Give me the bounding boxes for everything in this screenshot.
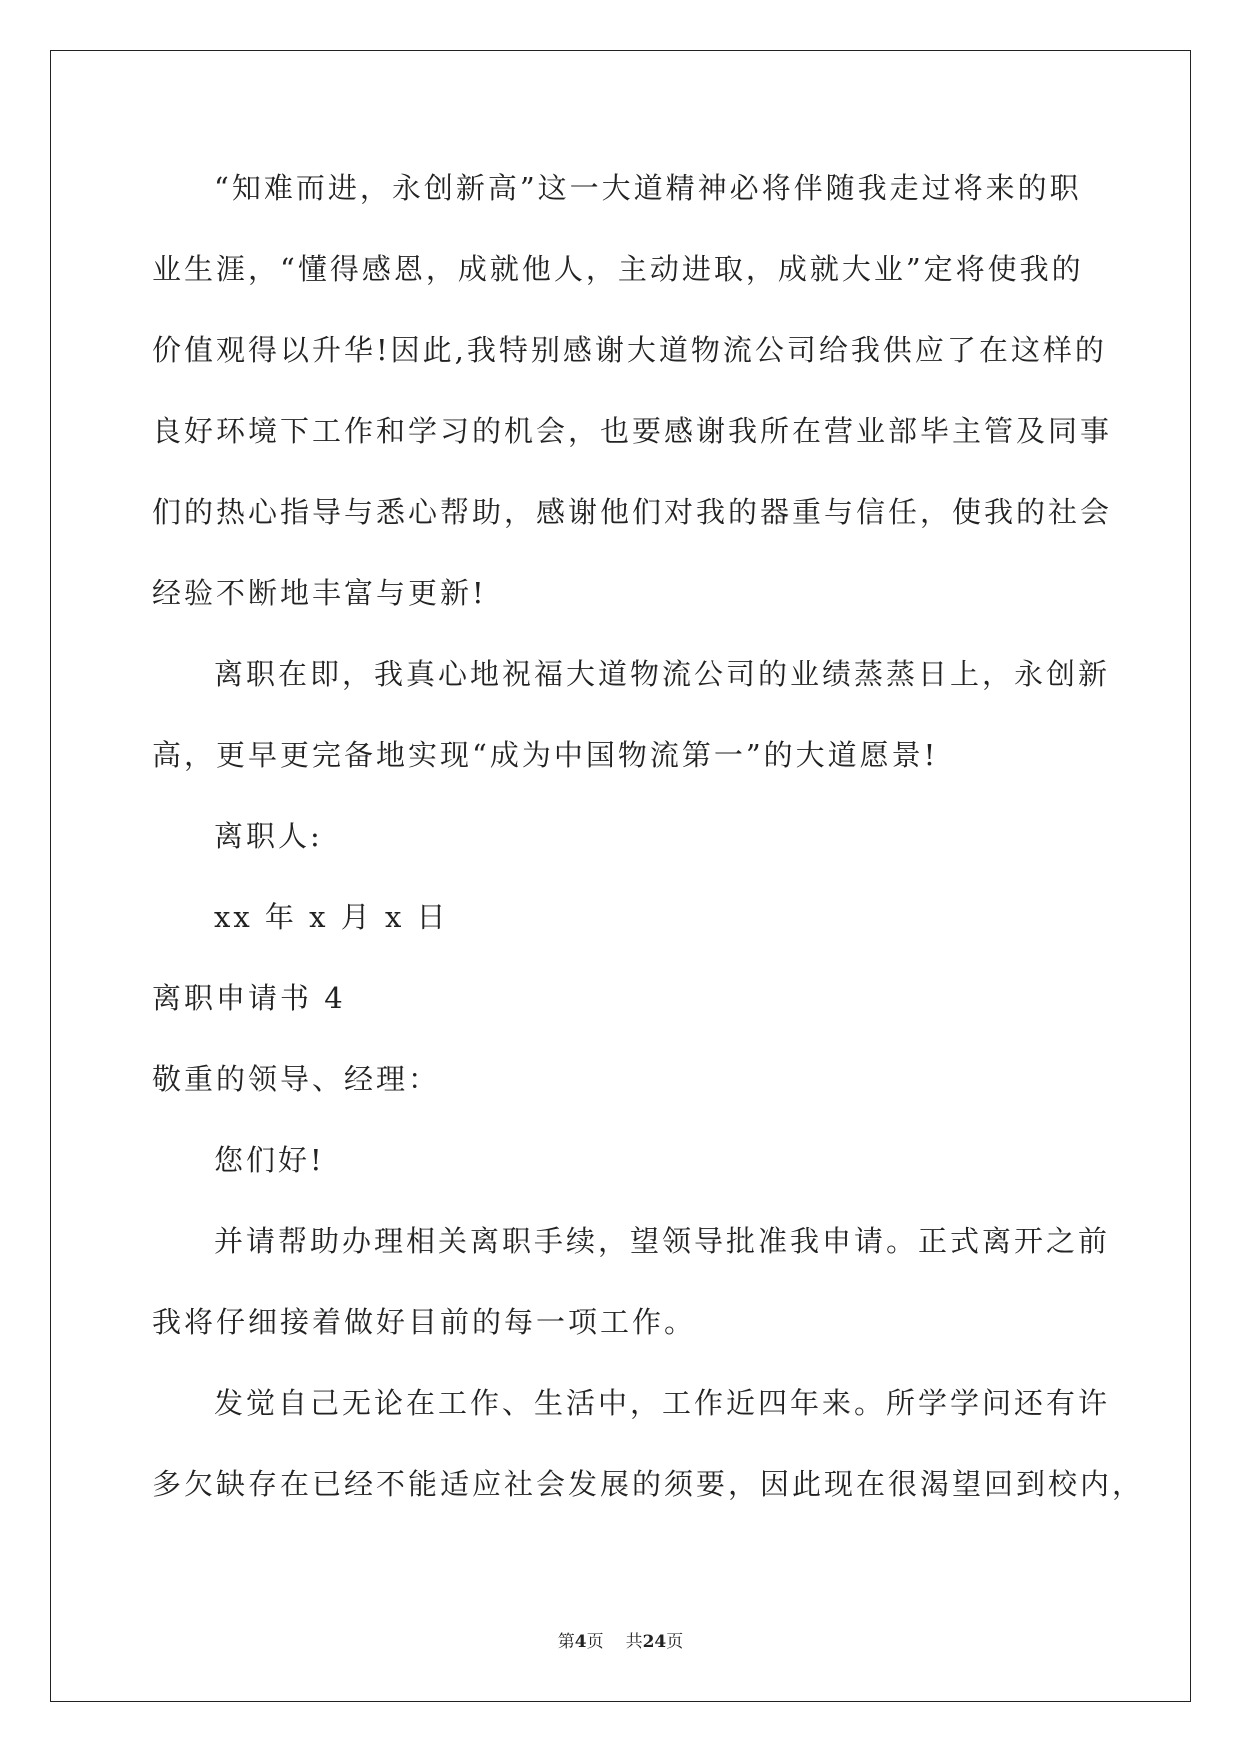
paragraph-line: 发觉自己无论在工作、生活中，工作近四年来。所学学问还有许 <box>214 1386 1111 1420</box>
page-number: 4 <box>574 1632 587 1652</box>
total-suffix: 页 <box>666 1632 684 1652</box>
greeting: 您们好! <box>214 1143 325 1177</box>
paragraph-line: 高，更早更完备地实现“成为中国物流第一”的大道愿景! <box>152 738 939 772</box>
paragraph-line: 离职在即，我真心地祝福大道物流公司的业绩蒸蒸日上，永创新 <box>214 657 1111 691</box>
total-pages: 24 <box>642 1632 667 1652</box>
page-border <box>50 50 1191 1702</box>
paragraph-line: 们的热心指导与悉心帮助，感谢他们对我的器重与信任，使我的社会 <box>152 495 1113 529</box>
paragraph-line: 价值观得以升华!因此,我特别感谢大道物流公司给我供应了在这样的 <box>152 333 1107 367</box>
section-title: 离职申请书 4 <box>152 981 346 1015</box>
paragraph-line: 多欠缺存在已经不能适应社会发展的须要，因此现在很渴望回到校内， <box>152 1467 1145 1501</box>
page-suffix: 页 <box>586 1632 604 1652</box>
signature-label: 离职人: <box>214 819 323 853</box>
page-prefix: 第 <box>557 1632 575 1652</box>
paragraph-line: 业生涯，“懂得感恩，成就他人，主动进取，成就大业”定将使我的 <box>152 252 1084 286</box>
date-line: xx 年 x 月 x 日 <box>214 900 449 934</box>
paragraph-line: 经验不断地丰富与更新! <box>152 576 487 610</box>
total-prefix: 共 <box>625 1632 643 1652</box>
salutation: 敬重的领导、经理： <box>152 1062 441 1096</box>
paragraph-line: 并请帮助办理相关离职手续，望领导批准我申请。正式离开之前 <box>214 1224 1111 1258</box>
paragraph-line: 良好环境下工作和学习的机会，也要感谢我所在营业部毕主管及同事 <box>152 414 1113 448</box>
paragraph-line: 我将仔细接着做好目前的每一项工作。 <box>152 1305 697 1339</box>
paragraph-line: “知难而进，永创新高”这一大道精神必将伴随我走过将来的职 <box>214 171 1082 205</box>
page-footer <box>0 1627 1241 1652</box>
